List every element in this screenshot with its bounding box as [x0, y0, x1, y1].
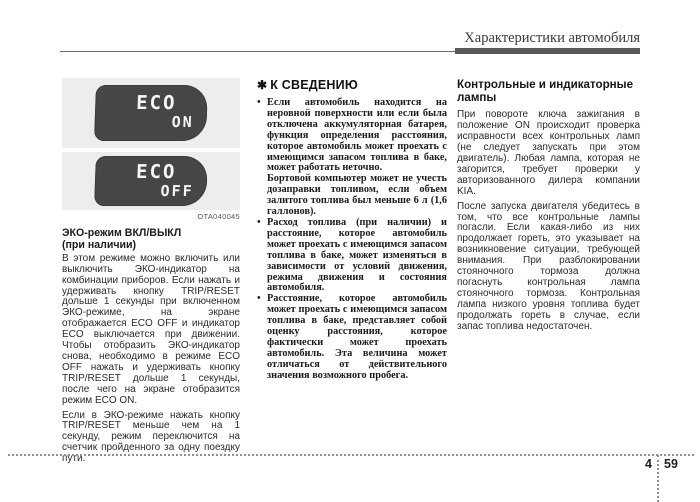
notice-item	[257, 98, 447, 174]
left-column	[62, 78, 240, 465]
eco-paragraph-2: Если в ЭКО-режиме нажать кнопку TRIP/RESET меньше чем на 1 секунду, режим переключится на счетчик пройденного за одну поездку пути.	[62, 409, 240, 465]
notice-heading	[257, 78, 447, 92]
bullet-marker: •	[257, 216, 261, 228]
figure-eco-on	[62, 78, 240, 148]
lcd-display-eco-off	[94, 156, 208, 206]
lcd-eco-label: ECO	[135, 161, 177, 183]
notice-item-text: Бортовой компьютер может не учесть дозаправки топливом, если объем залитого топлива был меньше 6 л (1,6 галлонов).	[267, 173, 447, 218]
footer-dotted-rule	[8, 454, 694, 456]
lcd-eco-label: ECO	[135, 92, 177, 114]
notice-item-text: Расход топлива (при наличии) и расстояние, которое автомобиль может проехать с имеющимся запасом топлива в баке, может изменяться в зависимости от условий движения, режима движения и состояния автомобиля.	[267, 216, 447, 294]
eco-heading-line1: ЭКО-режим ВКЛ/ВЫКЛ	[62, 227, 182, 239]
notice-title: К СВЕДЕНИЮ	[270, 78, 358, 92]
lcd-eco-state-on: ON	[171, 113, 194, 131]
lamps-section-heading: Контрольные и индикаторные лампы	[457, 78, 634, 105]
header-accent-bar	[455, 48, 640, 54]
lamps-paragraph-2: После запуска двигателя убедитесь в том, что все контрольные лампы погасли. Если какая-либо из них продолжает гореть, это указывает на возникновение ситуации, требующей внимания. При разблокировании стояночного тормоза должна погаснуть контрольная лампа стояночного тормоза. Контрольная лампа низкого уровня топлива будет продолжать гореть в случае, если запас топлива недостаточен.	[457, 200, 640, 332]
notice-column	[257, 78, 447, 382]
lcd-eco-state-off: OFF	[160, 182, 194, 200]
bullet-marker: •	[257, 97, 261, 108]
notice-asterisk-icon: ✱	[257, 78, 268, 92]
chapter-header-title: Характеристики автомобиля	[464, 30, 640, 46]
footer-chapter-number: 4	[645, 457, 652, 471]
lcd-display-eco-on	[94, 85, 208, 141]
lamps-paragraph-1: При повороте ключа зажигания в положение ON происходит проверка исправности всех контрольных ламп (не следует запускать при этом двигатель). Любая лампа, которая не загорится, требует проверки у авторизованного дилера компании KIA.	[457, 109, 640, 197]
lamps-column	[457, 78, 640, 333]
eco-paragraph-1: В этом режиме можно включить или выключить ЭКО-индикатор на комбинации приборов. Если нажать и удерживать кнопку TRIP/RESET дольше 1 секунды при включенном ЭКО-режиме, на экране отображается ECO OFF и индикатор ECO выключается при движении. Чтобы отобразить ЭКО-индикатор снова, необходимо в режиме ECO OFF нажать и удерживать кнопку TRIP/RESET дольше 1 секунды, после чего на экране отобразится режим ECO ON.	[62, 252, 240, 406]
notice-item-text: Расстояние, которое автомобиль может проехать с имеющимся запасом топлива в баке, представляет собой оценку расстояния, которое фактически может проехать автомобиль. Эта величина может отличаться от действительного значения возможного пробега.	[267, 293, 447, 381]
bullet-marker: •	[257, 293, 261, 305]
footer-page-number: 59	[664, 457, 678, 471]
eco-heading-line2: (при наличии)	[62, 239, 137, 252]
figure-eco-off	[62, 152, 240, 210]
eco-section-heading	[62, 227, 240, 252]
notice-item	[257, 174, 447, 218]
figure-code-label: OTA040045	[197, 212, 240, 221]
footer-vertical-rule	[657, 455, 659, 502]
notice-item	[257, 218, 447, 294]
bullet-marker	[257, 174, 267, 218]
notice-item-text: Если автомобиль находится на неровной поверхности или если была отключена аккумуляторная батарея, функция определения расстояния, которое автомобиль может проехать с имеющимся запасом топлива в баке, может работать неточно.	[267, 97, 447, 174]
notice-item	[257, 294, 447, 381]
